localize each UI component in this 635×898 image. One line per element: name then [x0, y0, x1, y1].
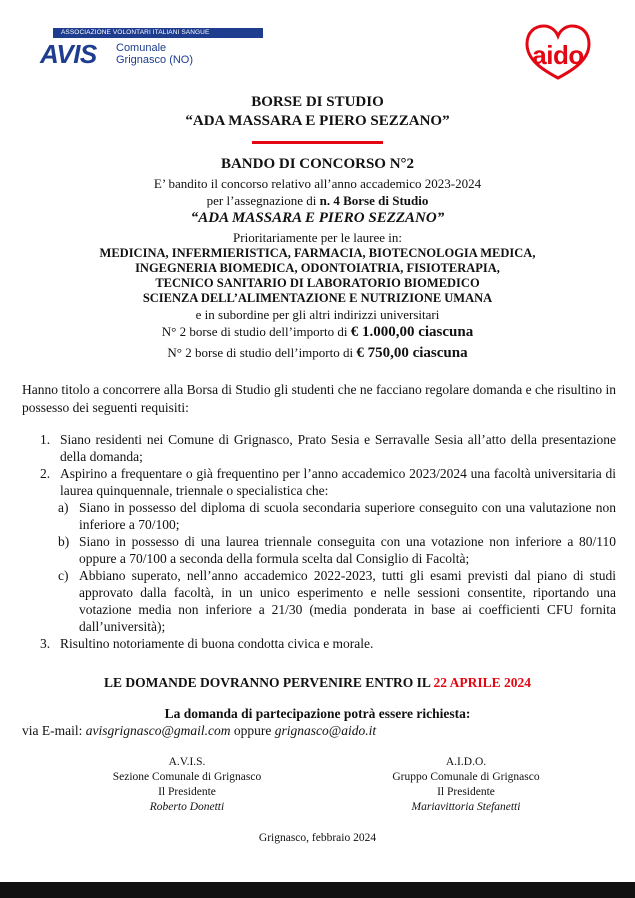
degree-line: MEDICINA, INFERMIERISTICA, FARMACIA, BIOTECNOLOGIA MEDICA, [99, 246, 536, 260]
sub-list-item-letter: a) [58, 500, 69, 515]
list-item-number: 1. [40, 432, 51, 447]
sub-list-item [40, 567, 616, 635]
award1-prefix: N° 2 borse di studio dell’importo di [161, 324, 351, 339]
header-title-line2: “ADA MASSARA E PIERO SEZZANO” [185, 113, 450, 129]
degree-line: SCIENZA DELL’ALIMENTAZIONE E NUTRIZIONE UMANA [142, 291, 493, 305]
award2-amount: € 750,00 ciascuna [356, 345, 468, 361]
list-item-text: Aspirino a frequentare o già frequentino per l’anno accademico 2023/2024 una facoltà universitaria di laurea quinquennale, triennale o specialistica che: [60, 466, 616, 498]
aido-logo [523, 22, 593, 80]
list-item-number: 2. [40, 466, 51, 481]
list-item-number: 3. [40, 636, 51, 651]
sub-list-item-text: Siano in possesso di una laurea triennale conseguita con una votazione non inferiore a 80/110 oppure a 70/100 a seconda della formula scelta dal Consiglio di Facoltà; [79, 534, 616, 566]
header-title-line1: BORSE DI STUDIO [251, 94, 384, 110]
sub-list-item-letter: b) [58, 534, 70, 549]
award-line-2 [0, 345, 635, 361]
email-prefix: via E-mail: [22, 723, 86, 738]
bando-name: “ADA MASSARA E PIERO SEZZANO” [190, 210, 445, 226]
bando-line2-bold: n. 4 Borse di Studio [319, 193, 429, 208]
signature-org: A.V.I.S. [168, 756, 206, 768]
degree-line: INGEGNERIA BIOMEDICA, ODONTOIATRIA, FISIOTERAPIA, [135, 261, 500, 275]
bando-priority: Prioritariamente per le lauree in: [233, 230, 402, 245]
bando-subordinate: e in subordine per gli altri indirizzi universitari [195, 307, 440, 322]
avis-logo [40, 28, 240, 73]
award1-amount: € 1.000,00 ciascuna [350, 324, 474, 340]
sub-list-item-text: Abbiano superato, nell’anno accademico 2022-2023, tutti gli esami previsti dal piano di studi approvato dalla facoltà, in un unico esperimento e nelle sessioni consentite, riportando una votazione media non inferiore a 21/30 (media ponderata in base ai coefficienti CFU fornita dall’università); [79, 568, 616, 634]
avis-subtitle-line2: Grignasco (NO) [116, 54, 194, 66]
degree-line: TECNICO SANITARIO DI LABORATORIO BIOMEDICO [155, 276, 480, 290]
sub-list-item [40, 499, 616, 533]
bando-line2 [0, 193, 635, 208]
bando-line1: E’ bandito il concorso relativo all’anno accademico 2023-2024 [153, 176, 482, 191]
list-item [40, 635, 616, 652]
contact-email-line [22, 723, 376, 739]
deadline-prefix: LE DOMANDE DOVRANNO PERVENIRE ENTRO IL [103, 675, 434, 690]
header-divider [252, 141, 383, 144]
requirements-list [40, 431, 616, 652]
avis-subtitle-line1: Comunale [116, 42, 167, 54]
avis-subtitle [116, 42, 193, 66]
avis-wordmark: AVIS [40, 39, 97, 69]
sub-list-item-letter: c) [58, 568, 69, 583]
bando-title: BANDO DI CONCORSO N°2 [220, 156, 415, 172]
signature-org: A.I.D.O. [445, 756, 487, 768]
signature-avis [67, 755, 307, 815]
bando-line2-prefix: per l’assegnazione di [206, 193, 320, 208]
signature-name: Mariavittoria Stefanetti [411, 801, 521, 813]
email-link-aido[interactable]: grignasco@aido.it [274, 723, 377, 738]
signature-role: Il Presidente [158, 786, 216, 798]
signature-aido [346, 755, 586, 815]
contact-heading: La domanda di partecipazione potrà essere richiesta: [164, 706, 471, 721]
list-item-text: Siano residenti nei Comune di Grignasco, Prato Sesia e Serravalle Sesia all’atto della presentazione della domanda; [60, 432, 616, 464]
intro-paragraph: Hanno titolo a concorrere alla Borsa di Studio gli studenti che ne facciano regolare domanda e che risultino in possesso dei seguenti requisiti: [22, 382, 616, 415]
email-link-avis[interactable]: avisgrignasco@gmail.com [85, 723, 231, 738]
sub-list-item-text: Siano in possesso del diploma di scuola secondaria superiore conseguito con una valutazione non inferiore a 70/100; [79, 500, 616, 532]
award2-prefix: N° 2 borse di studio dell’importo di [167, 345, 357, 360]
list-item [40, 465, 616, 499]
bottom-bar [0, 882, 635, 898]
list-item-text: Risultino notoriamente di buona condotta civica e morale. [60, 636, 374, 651]
place-date: Grignasco, febbraio 2024 [258, 832, 377, 844]
sub-list-item [40, 533, 616, 567]
signature-section: Gruppo Comunale di Grignasco [392, 771, 540, 783]
aido-wordmark: aido [532, 40, 584, 70]
signature-role: Il Presidente [437, 786, 495, 798]
award-line-1 [0, 324, 635, 340]
email-joiner: oppure [230, 723, 275, 738]
signature-section: Sezione Comunale di Grignasco [112, 771, 262, 783]
signature-name: Roberto Donetti [149, 801, 225, 813]
deadline-date: 22 APRILE 2024 [433, 675, 532, 690]
deadline-notice [0, 675, 635, 691]
list-item [40, 431, 616, 465]
avis-banner: ASSOCIAZIONE VOLONTARI ITALIANI SANGUE [53, 28, 263, 38]
